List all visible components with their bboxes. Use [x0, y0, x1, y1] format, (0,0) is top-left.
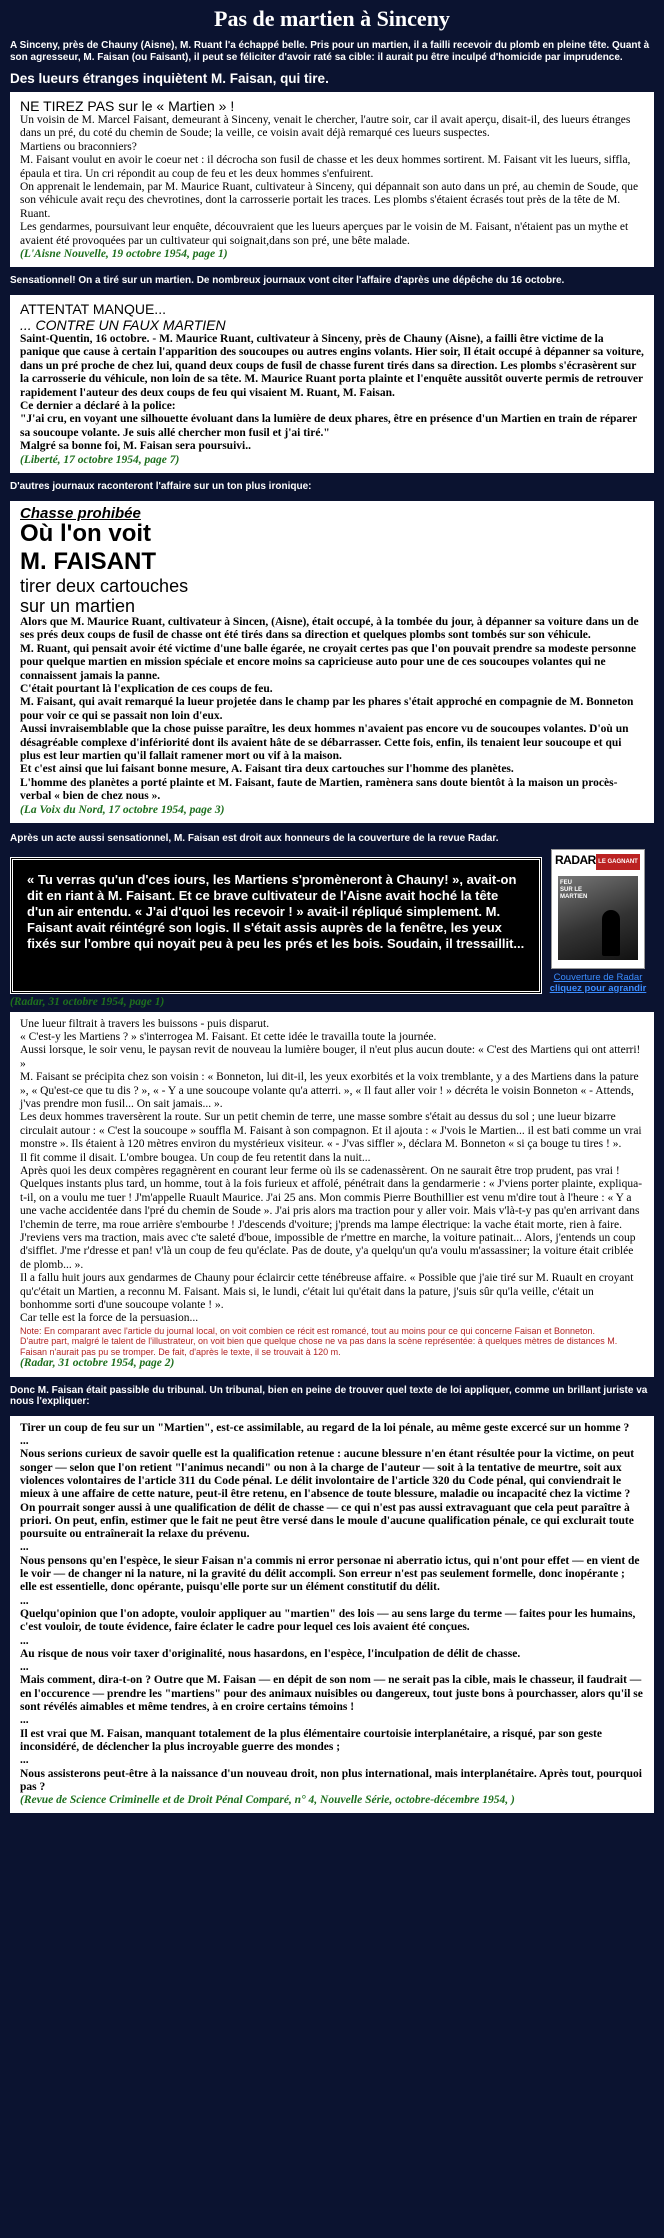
article-paragraph: Il fit comme il disait. L'ombre bougea. Un coup de feu retentit dans la nuit...: [20, 1151, 371, 1164]
article-paragraph: On apprenait le lendemain, par M. Maurice Ruant, cultivateur à Sinceny, qui dépannait son auto dans un pré, au chemin de Soude, que son véhicule avait reçu des chevrotines, dont la carrosserie portait les traces. Les plombs s'étaient écrasés tout près de la tête de M. Ruant.: [20, 181, 639, 220]
article-paragraph: Au risque de nous voir taxer d'originalité, nous hasardons, en l'espèce, l'inculpation de délit de chasse.: [20, 1647, 521, 1660]
article-citation: (Radar, 31 octobre 1954, page 2): [20, 1357, 175, 1370]
article-headline: ATTENTAT MANQUE...: [20, 300, 166, 317]
radar-citation: (Radar, 31 octobre 1954, page 1): [10, 995, 165, 1008]
article-subheadline: tirer deux cartouches: [20, 575, 189, 596]
article-subheadline: ... CONTRE UN FAUX MARTIEN: [20, 316, 226, 333]
section-note: Donc M. Faisan était passible du tribunal. Un tribunal, bien en peine de trouver quel texte de loi appliquer, comme un brillant juriste va nous l'expliquer:: [10, 1384, 648, 1408]
article-paragraph: Et c'est ainsi que lui faisant bonne mesure, A. Faisant tira deux cartouches sur l'homme des planètes.: [20, 763, 514, 776]
article-paragraph: Quelques instants plus tard, un homme, tout à la fois furieux et affolé, pénétrait dans la gendarmerie : « J'viens porter plainte, expliqua-t-il, on a voulu me tuer ! J'm'appelle Ruault Maurice. J'ai 25 ans. Mon commis Pierre Bouthillier est venu m'dire tout à l'heure : « Y a une vache accidentée dans l'pré du chemin de Soude ». J'ai pris alors ma traction pour y aller voir. Mais v'là-t-y pas qu'en arrivant dans l'chemin de terre, ma roue arrière s'embourbe ! J'descends d'voiture; j'prends ma lampe électrique: la vache était morte, rien à faire. J'reviens vers ma traction, mais avec c'te saleté d'boue, impossible de r'mettre en marche, la voiture patinait... Alors, j'entends un coup d'sifflet. J'me r'dresse et pan! v'là un coup de feu qu'éclate. Pas de doute, y'a quelqu'un qu'a voulu m'assassiner; la voiture était criblée de plomb... ».: [20, 1178, 643, 1271]
article-lead-in: Ce dernier a déclaré à la police:: [20, 400, 176, 412]
article-radar-page2: [10, 1012, 654, 1377]
article-paragraph: Nous pensons qu'en l'espèce, le sieur Faisan n'a commis ni error personae ni aberratio ictus, qui n'ont pour effet — en vient de le voir — de changer ni la nature, ni la gravité du délit accompli. Son erreur n'est pas seulement formelle, donc inopérante ; elle est essentielle, donc opérante, puisqu'elle porte sur un élément constitutif du délit.: [20, 1554, 640, 1594]
article-paragraph: Nous assisterons peut-être à la naissance d'un nouveau droit, non plus international, mais interplanétaire. Après tout, pourquoi pas ?: [20, 1767, 642, 1793]
article-voix-du-nord: [10, 501, 654, 824]
article-paragraph: Alors que M. Maurice Ruant, cultivateur à Sincen, (Aisne), était occupé, à la tombée du jour, à dépanner sa voiture dans un de ses prés deux coups de fusil de chasse ont été tirés dans sa direction et quelques plombs sont tombés sur son véhicule.: [20, 615, 639, 642]
radar-cover-link-text-enlarge[interactable]: cliquez pour agrandir: [549, 982, 647, 994]
article-headline: Où l'on voit: [20, 519, 152, 547]
article-paragraph: M. Ruant, qui pensait avoir été victime d'une balle égarée, ne croyait certes pas que l'on pouvait prendre sa modeste personne pour quelque martien en mission spéciale et encore moins sa capricieuse auto pour une de ces soucoupes volantes qui ne connaissent jamais la panne.: [20, 642, 636, 682]
intro-text: A Sinceny, près de Chauny (Aisne), M. Ruant l'a échappé belle. Pris pour un martien, il a failli recevoir du plomb en pleine tête. Quant à son agresseur, M. Faisan (ou Faisant), il peut se féliciter d'avoir raté sa cible: il aurait pu être inculpé d'homicide par imprudence.: [10, 40, 650, 63]
article-tail: Malgré sa bonne foi, M. Faisan sera poursuivi..: [20, 440, 251, 453]
article-paragraph: « C'est-y les Martiens ? » s'interrogea M. Faisant. Et cette idée le travailla toute la journée.: [20, 1030, 437, 1043]
section-note: Après un acte aussi sensationnel, M. Faisan est droit aux honneurs de la couverture de la revue Radar.: [10, 833, 499, 845]
article-citation: (L'Aisne Nouvelle, 19 octobre 1954, page 1): [20, 248, 228, 261]
article-ellipsis: ...: [20, 1661, 29, 1674]
radar-cover-thumbnail[interactable]: [551, 849, 645, 969]
article-ellipsis: ...: [20, 1594, 29, 1607]
article-paragraph: Martiens ou braconniers?: [20, 140, 137, 153]
article-quote: "J'ai cru, en voyant une silhouette évoluant dans la lumière de deux phares, être en présence d'un Martien en train de réparer sa soucoupe volante. Je suis allé chercher mon fusil et j'ai tiré.": [20, 413, 638, 439]
radar-cover-figure: [602, 910, 620, 956]
editor-note: D'autre part, malgré le talent de l'illustrateur, on voit bien que quelque chose ne va pas dans la scène représentée: à quelques mètres de distances M. Faisan n'aurait pas pu se tromper. De fait, d'après le texte, il se trouvait à 120 m.: [20, 1336, 618, 1357]
radar-cover-caption: FEU SUR LE MARTIEN: [560, 879, 588, 900]
article-citation: (La Voix du Nord, 17 octobre 1954, page 3): [20, 803, 225, 816]
editor-note: Note: En comparant avec l'article du journal local, on voit combien ce récit est romancé, tout au moins pour ce qui concerne Faisan et Bonneton.: [20, 1325, 596, 1336]
page-title: Pas de martien à Sinceny: [214, 6, 450, 31]
article-paragraph: Tirer un coup de feu sur un "Martien", est-ce assimilable, au regard de la loi pénale, au même geste excercé sur un homme ?: [20, 1421, 630, 1434]
radar-cover-link[interactable]: [542, 849, 654, 994]
article-aisne-nouvelle: [10, 92, 654, 267]
article-paragraph: M. Faisant se précipita chez son voisin : « Bonneton, lui dit-il, les yeux exorbités et la voix tremblante, y a des Martiens dans la pature », « Qu'est-ce que tu dis ? », « - Y a une soucoupe volante qu'a atterri. », « Il faut aller voir ! » décréta le voisin Bonneton « - Attends, j'vas prendre mon fusil... On sait jamais... ».: [20, 1071, 639, 1110]
section-note: D'autres journaux raconteront l'affaire sur un ton plus ironique:: [10, 481, 312, 493]
article-paragraph: Les deux hommes traversèrent la route. Sur un petit chemin de terre, une masse sombre s'était au dessus du sol ; une lueur bizarre circulait autour : « C'est la soucoupe » souffla M. Faisant à son compagnon. Et il ajouta : « J'vois le Martien... il est bati comme un vrai monstre ». Ils étaient à 120 mètres environ du mystérieux visiteur. « - J'vas siffler », déclara M. Bonneton « si ça bouge tu tires ! ».: [20, 1111, 642, 1151]
article-paragraph: M. Faisant voulut en avoir le coeur net : il décrocha son fusil de chasse et les deux hommes sortirent. M. Faisant vit les lueurs, siffla, épaula et tira. Un cri répondit au coup de feu et les deux hommes s'enfuirent.: [20, 154, 631, 180]
article-paragraph: M. Faisant, qui avait remarqué la lueur projetée dans le champ par les phares s'était approché en compagnie de M. Bonneton pour voir ce qui se passait non loin d'eux.: [20, 696, 634, 722]
article-paragraph: Quelqu'opinion que l'on adopte, vouloir appliquer au "martien" des lois — au sens large du terme — faites pour les humains, c'est vouloir, de toute évidence, faire éclater le cadre pour lequel ces lois avaient été conçues.: [20, 1607, 636, 1634]
article-paragraph: L'homme des planètes a porté plainte et M. Faisant, faute de Martien, ramènera sans doute bientôt à la maison un procès-verbal « bien de chez nous ».: [20, 776, 618, 803]
article-paragraph: Il est vrai que M. Faisan, manquant totalement de la plus élémentaire courtoisie interplanétaire, a risqué, par son geste inconsidéré, de déclencher la plus incroyable guerre des mondes ;: [20, 1727, 602, 1753]
article-paragraph: Car telle est la force de la persuasion...: [20, 1312, 199, 1325]
article-ellipsis: ...: [20, 1435, 29, 1448]
article-paragraph: Mais comment, dira-t-on ? Outre que M. Faisan — en dépit de son nom — ne serait pas la cible, mais le chasseur, il faudrait — en l'occurence — prendre les "martiens" pour des animaux nuisibles ou dangereux, tout juste bons à pourchasser, alors qu'il se sont révélés aimables et même tendres, à en croire certains témoins !: [20, 1674, 643, 1714]
article-kicker: Chasse prohibée: [20, 504, 141, 522]
radar-million-banner: LE GAGNANT: [596, 854, 640, 870]
article-paragraph: Aussi lorsque, le soir venu, le paysan revit de nouveau la lumière bouger, il n'eut plus aucun doute: « C'est des Martiens qui ont atterri! »: [20, 1044, 641, 1070]
article-ellipsis: ...: [20, 1634, 29, 1647]
section-heading: Des lueurs étranges inquiètent M. Faisan, qui tire.: [10, 71, 329, 86]
article-paragraph: Une lueur filtrait à travers les buissons - puis disparut.: [20, 1017, 270, 1030]
radar-logo: RADAR: [555, 852, 596, 867]
article-paragraph: Nous serions curieux de savoir quelle est la qualification retenue : aucune blessure n'en étant résultée pour la victime, on peut songer — selon que l'on retient "l'animus necandi" ou non à la charge de l'auteur — soit à la tentative de meurtre, soit aux violences volontaires de l'article 311 du Code pénal. Le délit involontaire de l'article 320 du Code pénal, qui conviendrait le mieux à une affaire de cette nature, peut-il être retenu, en l'absence de toute blessure, maladie ou incapacité chez la victime ? On pourrait songer aussi à une qualification de délit de chasse — ce qui n'est pas aussi extravaguant que cela peut paraître à priori. On peut, enfin, estimer que le fait ne peut être versé dans le moule d'aucune qualification pénale, ce qui exclurait toute poursuite ou entraînerait la relaxe du prévenu.: [20, 1448, 635, 1541]
radar-section: [10, 849, 654, 994]
article-subheadline: sur un martien: [20, 595, 136, 616]
article-headline: NE TIREZ PAS sur le « Martien » !: [20, 98, 235, 114]
article-ellipsis: ...: [20, 1754, 29, 1767]
radar-cover-link-text[interactable]: Couverture de Radar: [553, 971, 643, 983]
article-paragraph: Il a fallu huit jours aux gendarmes de Chauny pour éclaircir cette ténébreuse affaire. « Possible que j'aie tiré sur M. Ruault en croyant qu'c'était un Martien, a reconnu M. Faisant. Mais si, le lundi, c'était lui qu'était dans la pature, j'suis sûr qu'la veille, c'était un bonhomme sorti d'une soucoupe volante ! ».: [20, 1272, 634, 1312]
article-paragraph: Après quoi les deux compères regagnèrent en courant leur ferme où ils se cadenassèrent. On ne saurait être trop prudent, pas vrai !: [20, 1165, 620, 1177]
radar-quote: « Tu verras qu'un d'ces iours, les Martiens s'promèneront à Chauny! », avait-on dit en riant à M. Faisant. Et ce brave cultivateur de l'Aisne avait hoché la tête d'un air entendu. « J'ai d'quoi les recevoir ! » avait-il répliqué simplement. M. Faisant avait réintégré son logis. Il s'était assis auprès de la fenêtre, les yeux fixés sur l'ombre qui noyait peu à peu les prés et les bois. Soudain, il tressaillit...: [10, 857, 542, 994]
article-body: Saint-Quentin, 16 octobre. - M. Maurice Ruant, cultivateur à Sinceny, près de Chauny (Aisne), a failli être victime de la panique que cause à certain l'apparition des soucoupes ou autres engins volants. Hier soir, Il était occupé à dépanner sa voiture, dans un pré proche de chez lui, quand deux coups de fusil de chasse furent tirés dans sa direction. Les plombs s'écrasèrent sur la carrosserie du véhicule, non loin de sa tête. M. Maurice Ruant porta plainte et l'enquête aussitôt ouverte permis de retrouver rapidement l'auteur des deux coups de feu qui visaient M. Ruant, M. Faisan.: [20, 332, 644, 399]
article-liberte: [10, 295, 654, 473]
article-ellipsis: ...: [20, 1714, 29, 1727]
article-revue-science-criminelle: [10, 1416, 654, 1814]
article-headline-name: M. FAISANT: [20, 547, 156, 575]
article-paragraph: Un voisin de M. Marcel Faisant, demeurant à Sinceny, venait le chercher, l'autre soir, car il avait aperçu, disait-il, des lueurs étranges dans un pré, du coté du chemin de Soude; la veille, ce voisin avait déjà remarqué ces lueurs suspectes.: [20, 114, 631, 140]
section-note: Sensationnel! On a tiré sur un martien. De nombreux journaux vont citer l'affaire d'après une dépêche du 16 octobre.: [10, 275, 565, 287]
article-citation: (Liberté, 17 octobre 1954, page 7): [20, 453, 180, 466]
article-paragraph: C'était pourtant là l'explication de ces coups de feu.: [20, 682, 273, 695]
article-ellipsis: ...: [20, 1541, 29, 1554]
article-paragraph: Les gendarmes, poursuivant leur enquête, découvraient que les lueurs aperçues par le voisin de M. Faisant, n'étaient pas un mythe et avaient été provoquées par un cultivateur qui soignait,dans son pré, une bête malade.: [20, 221, 629, 247]
article-citation: (Revue de Science Criminelle et de Droit Pénal Comparé, n° 4, Nouvelle Série, octobre-décembre 1954, ): [20, 1794, 515, 1807]
article-paragraph: Aussi invraisemblable que la chose puisse paraître, les deux hommes n'avaient pas encore vu de soucoupes volantes. D'où un désagréable complexe d'infériorité dont ils avaient hâte de se débarrasser. Cette fois, enfin, ils tenaient leur soucoupe et qui plus est leur martien qu'il fallait ramener mort ou vif à la maison.: [20, 723, 629, 762]
